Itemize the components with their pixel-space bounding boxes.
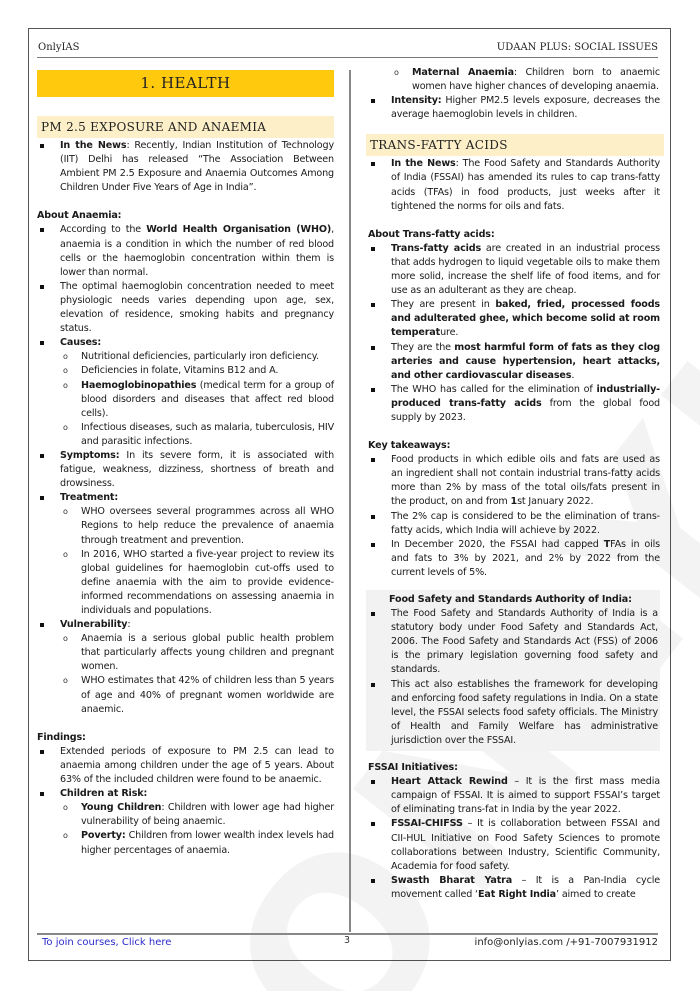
list-item: They are the most harmful form of fats as they clog arteries and cause hypertension, heart attacks, and other cardiovascular diseases.	[368, 341, 660, 383]
header-book-title: UDAAN PLUS: SOCIAL ISSUES	[496, 42, 658, 53]
list-item-treatment: Treatment: o WHO oversees several programmes across all WHO Regions to help reduce the prevalence of anaemia through treatment and prevention. o In 2016, WHO started a five-year project to review its global guidelines for haemoglobin cut-offs used to define anaemia with the aim to provide evidence-informed recommendations on assessing anaemia in individuals and populations.	[37, 491, 334, 618]
fssai-info-box	[366, 590, 660, 751]
list-item: The optimal haemoglobin concentration needed to meet physiologic needs varies depending upon age, sex, elevation of residence, smoking habits and pregnancy status.	[37, 280, 334, 336]
list-item-children-at-risk: Children at Risk: o Young Children: Children with lower age had higher vulnerability of being anaemic. o Poverty: Children from lower wealth index levels had higher percentages of anaemia.	[37, 787, 334, 857]
sublist-item: o Poverty: Children from lower wealth index levels had higher percentages of anaemia.	[60, 829, 334, 857]
about-anaemia-list	[37, 223, 334, 716]
sublist-item: o WHO oversees several programmes across all WHO Regions to help reduce the prevalence of anaemia through treatment and prevention.	[60, 505, 334, 547]
column-divider	[349, 70, 351, 932]
key-takeaways-heading: Key takeaways:	[368, 440, 451, 452]
sublist-item: o Young Children: Children with lower age had higher vulnerability of being anaemic.	[60, 801, 334, 829]
fssai-box-list	[368, 607, 658, 748]
contact-info: info@onlyias.com /+91-7007931912	[474, 937, 658, 948]
about-trans-fatty-list	[368, 242, 660, 425]
vulnerability-sublist	[60, 632, 334, 717]
join-courses-link[interactable]: To join courses, Click here	[42, 937, 172, 948]
fssai-box-title: Food Safety and Standards Authority of India:	[389, 594, 632, 605]
fssai-initiatives-heading: FSSAI Initiatives:	[368, 762, 458, 774]
findings-list	[37, 745, 334, 858]
sublist-item: o Anaemia is a serious global public health problem that particularly affects young children and pregnant women.	[60, 632, 334, 674]
page-header	[37, 40, 658, 58]
sublist-item: o Maternal Anaemia: Children born to anaemic women have higher chances of developing anaemia.	[391, 66, 660, 94]
findings-heading: Findings:	[37, 731, 86, 743]
list-item: Trans-fatty acids are created in an industrial process that adds hydrogen to liquid vegetable oils to make them more solid, increase the shelf life of food items, and for use as an adulterant as they are cheap.	[368, 242, 660, 298]
section-title-trans-fatty: TRANS-FATTY ACIDS	[366, 134, 664, 156]
findings-list-continued	[368, 94, 660, 122]
sublist-item: o WHO estimates that 42% of children less than 5 years of age and 40% of pregnant women worldwide are anaemic.	[60, 674, 334, 716]
pm25-news-list	[37, 139, 334, 195]
news-item: In the News: The Food Safety and Standards Authority of India (FSSAI) has amended its rules to cap trans-fatty acids (TFAs) in food products, just weeks after it tightened the norms for oils and fats.	[368, 157, 660, 213]
section-title-pm25: PM 2.5 EXPOSURE AND ANAEMIA	[37, 116, 334, 138]
list-item: Heart Attack Rewind – It is the first mass media campaign of FSSAI. It is aimed to support FSSAI’s target of eliminating trans-fat in India by the year 2022.	[368, 775, 660, 817]
news-item: In the News: Recently, Indian Institution of Technology (IIT) Delhi has released “The Association Between Ambient PM 2.5 Exposure and Anaemia Outcomes Among Children Under Five Years of Age in India”.	[37, 139, 334, 195]
sublist-item: o Haemoglobinopathies (medical term for a group of blood disorders and diseases that affect red blood cells).	[60, 379, 334, 421]
key-takeaways-list	[368, 453, 660, 580]
sublist-item: o In 2016, WHO started a five-year project to review its global guidelines for haemoglobin cut-offs used to define anaemia with the aim to provide evidence-informed recommendations on assessing anaemia in individuals and populations.	[60, 548, 334, 618]
trans-news-list	[368, 157, 660, 213]
list-item: This act also establishes the framework for developing and enforcing food safety regulations in India. On a state level, the FSSAI selects food safety officials. The Ministry of Health and Family Welfare has administrative jurisdiction over the FSSAI.	[368, 678, 658, 748]
risk-sublist-continued	[391, 66, 660, 94]
chapter-title: 1. HEALTH	[37, 70, 334, 97]
page-footer	[37, 936, 658, 952]
causes-sublist	[60, 350, 334, 449]
list-item: The Food Safety and Standards Authority of India is a statutory body under Food Safety and Standards Act, 2006. The Food Safety and Standards Act (FSS) of 2006 is the primary legislation governing food safety and standards.	[368, 607, 658, 677]
sublist-item: o Deficiencies in folate, Vitamins B12 and A.	[60, 364, 334, 378]
page-number: 3	[344, 935, 351, 946]
about-trans-fatty-heading: About Trans-fatty acids:	[368, 228, 495, 240]
list-item-intensity: Intensity: Higher PM2.5 levels exposure, decreases the average haemoglobin levels in children.	[368, 94, 660, 122]
treatment-sublist	[60, 505, 334, 618]
list-item-causes: Causes: o Nutritional deficiencies, particularly iron deficiency. o Deficiencies in folate, Vitamins B12 and A. o Haemoglobinopathies (medical term for a group of blood disorders and diseases that affect red blood cells). o Infectious diseases, such as malaria, tuberculosis, HIV and parasitic infections.	[37, 336, 334, 449]
right-column	[368, 66, 660, 902]
list-item: The WHO has called for the elimination of industrially-produced trans-fatty acids from the global food supply by 2023.	[368, 383, 660, 425]
fssai-initiatives-list	[368, 775, 660, 902]
list-item: In December 2020, the FSSAI had capped TFAs in oils and fats to 3% by 2021, and 2% by 2022 from the current levels of 5%.	[368, 538, 660, 580]
list-item: Food products in which edible oils and fats are used as an ingredient shall not contain industrial trans-fatty acids more than 2% by mass of the total oils/fats present in the product, on and from 1st January 2022.	[368, 453, 660, 509]
sublist-item: o Nutritional deficiencies, particularly iron deficiency.	[60, 350, 334, 364]
risk-sublist	[60, 801, 334, 857]
list-item-symptoms: Symptoms: In its severe form, it is associated with fatigue, weakness, dizziness, shortness of breath and drowsiness.	[37, 449, 334, 491]
list-item: Swasth Bharat Yatra – It is a Pan-India cycle movement called ‘Eat Right India’ aimed to create	[368, 874, 660, 902]
list-item: The 2% cap is considered to be the elimination of trans-fatty acids, which India will achieve by 2022.	[368, 510, 660, 538]
header-brand: OnlyIAS	[38, 42, 80, 53]
about-anaemia-heading: About Anaemia:	[37, 210, 122, 222]
list-item: They are present in baked, fried, processed foods and adulterated ghee, which become solid at room temperature.	[368, 298, 660, 340]
left-column	[37, 70, 334, 858]
list-item: According to the World Health Organisation (WHO), anaemia is a condition in which the number of red blood cells or the haemoglobin concentration within them is lower than normal.	[37, 223, 334, 279]
list-item-vulnerability: Vulnerability: o Anaemia is a serious global public health problem that particularly affects young children and pregnant women. o WHO estimates that 42% of children less than 5 years of age and 40% of pregnant women worldwide are anaemic.	[37, 618, 334, 717]
list-item: FSSAI-CHIFSS – It is collaboration between FSSAI and CII-HUL Initiative on Food Safety Sciences to promote collaborations between Industry, Scientific Community, Academia for food safety.	[368, 817, 660, 873]
sublist-item: o Infectious diseases, such as malaria, tuberculosis, HIV and parasitic infections.	[60, 421, 334, 449]
list-item: Extended periods of exposure to PM 2.5 can lead to anaemia among children under the age of 5 years. About 63% of the included children were found to be anaemic.	[37, 745, 334, 787]
